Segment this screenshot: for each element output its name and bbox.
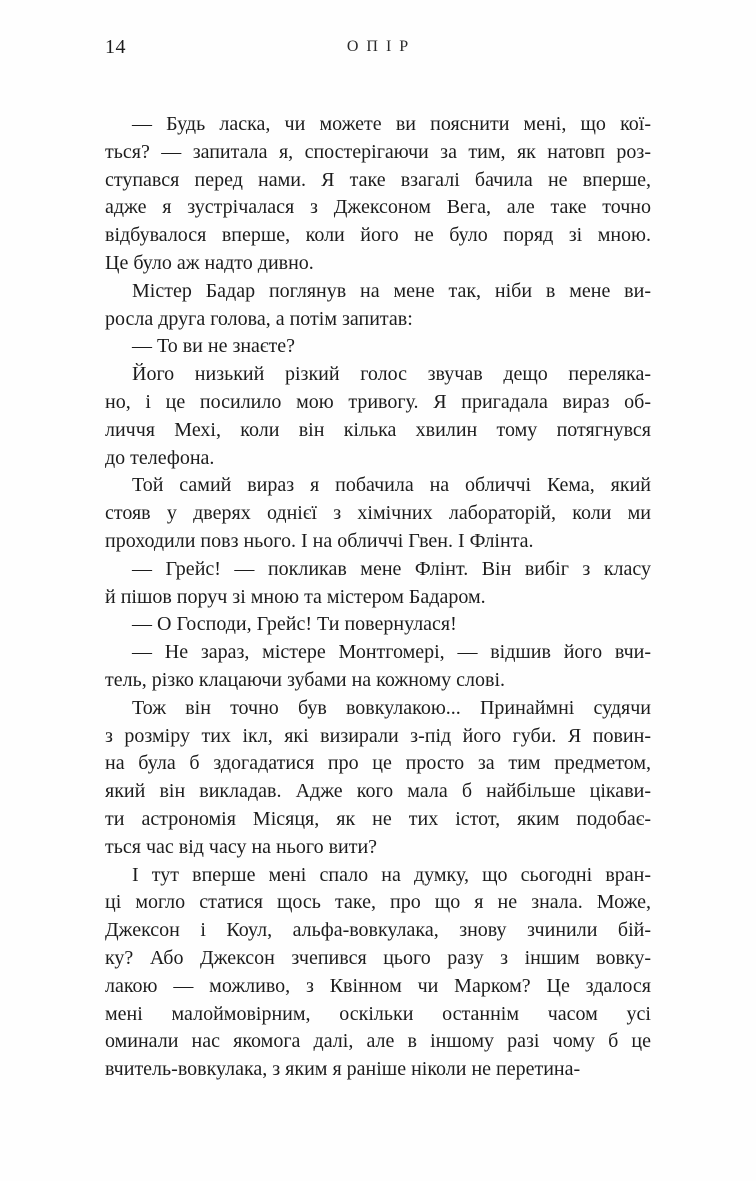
text-line: ться час від часу на нього вити?	[105, 835, 378, 858]
text-line: личчя Мехі, коли він кілька хвилин тому потягнувся	[105, 418, 651, 441]
text-line: Джексон і Коул, альфа-вовкулака, знову зчинили бій-	[105, 919, 651, 942]
page-number: 14	[105, 36, 126, 58]
text-line: ці могло статися щось таке, про що я не знала. Може,	[105, 891, 651, 914]
text-line: проходили повз нього. І на обличчі Гвен. І Флінта.	[105, 529, 534, 552]
paragraph	[105, 472, 651, 555]
paragraph	[105, 639, 651, 695]
paragraph	[105, 862, 651, 1084]
text-line: на була б здогадатися про це просто за тим предметом,	[105, 752, 651, 775]
text-line: І тут вперше мені спало на думку, що сьогодні вран-	[132, 863, 651, 886]
text-line: тель, різко клацаючи зубами на кожному слові.	[105, 668, 506, 691]
text-line: ступався перед нами. Я таке взагалі бачила не вперше,	[105, 168, 651, 191]
text-line: росла друга голова, а потім запитав:	[105, 307, 413, 330]
text-line: який він викладав. Адже кого мала б найбільше цікави-	[105, 780, 651, 803]
text-line: Його низький різкий голос звучав дещо переляка-	[132, 363, 651, 386]
paragraph	[105, 361, 651, 472]
text-line: — Будь ласка, чи можете ви пояснити мені, що кої-	[132, 113, 651, 135]
text-line: ку? Або Джексон зчепився цього разу з іншим вовку-	[105, 946, 651, 969]
text-line: відбувалося вперше, коли його не було поряд зі мною.	[105, 224, 651, 247]
text-line: адже я зустрічалася з Джексоном Вега, але таке точно	[105, 196, 651, 219]
text-line: стояв у дверях однієї з хімічних лабораторій, коли ми	[105, 502, 651, 525]
text-line: — Не зараз, містере Монтгомері, — відшив його вчи-	[132, 641, 651, 664]
text-line: вчитель-вовкулака, з яким я раніше ніколи не перетина-	[105, 1058, 581, 1081]
text-line: — То ви не знаєте?	[132, 335, 295, 358]
text-line: — Грейс! — покликав мене Флінт. Він вибіг з класу	[132, 557, 651, 580]
text-line: ти астрономія Місяця, як не тих істот, яким подобає-	[105, 807, 651, 830]
text-line: оминали нас якомога далі, але в іншому разі чому б це	[105, 1030, 651, 1053]
text-line: Той самий вираз я побачила на обличчі Кема, який	[132, 474, 651, 497]
paragraph	[105, 556, 651, 612]
text-line: Тож він точно був вовкулакою... Принаймні судячи	[132, 696, 651, 719]
paragraph	[105, 695, 651, 862]
page-body	[105, 111, 651, 1084]
text-line: Містер Бадар поглянув на мене так, ніби в мене ви-	[132, 279, 651, 302]
text-line: ться? — запитала я, спостерігаючи за тим, як натовп роз-	[105, 140, 651, 163]
text-line: но, і це посилило мою тривогу. Я пригадала вираз об-	[105, 390, 651, 413]
text-line: до телефона.	[105, 446, 215, 469]
paragraph	[105, 111, 651, 278]
paragraph	[105, 278, 651, 334]
text-line: лакою — можливо, з Квінном чи Марком? Це здалося	[105, 974, 651, 997]
paragraph	[105, 611, 651, 639]
text-line: — О Господи, Грейс! Ти повернулася!	[132, 613, 457, 636]
running-title: ОПІР	[346, 38, 417, 55]
text-line: Це було аж надто дивно.	[105, 251, 314, 274]
text-line: з розміру тих ікл, які визирали з-під його губи. Я повин-	[105, 724, 651, 747]
text-line: мені малоймовірним, оскільки останнім часом усі	[105, 1002, 651, 1025]
text-line: й пішов поруч зі мною та містером Бадаром.	[105, 585, 486, 608]
paragraph	[105, 333, 651, 361]
page-header	[105, 36, 650, 62]
